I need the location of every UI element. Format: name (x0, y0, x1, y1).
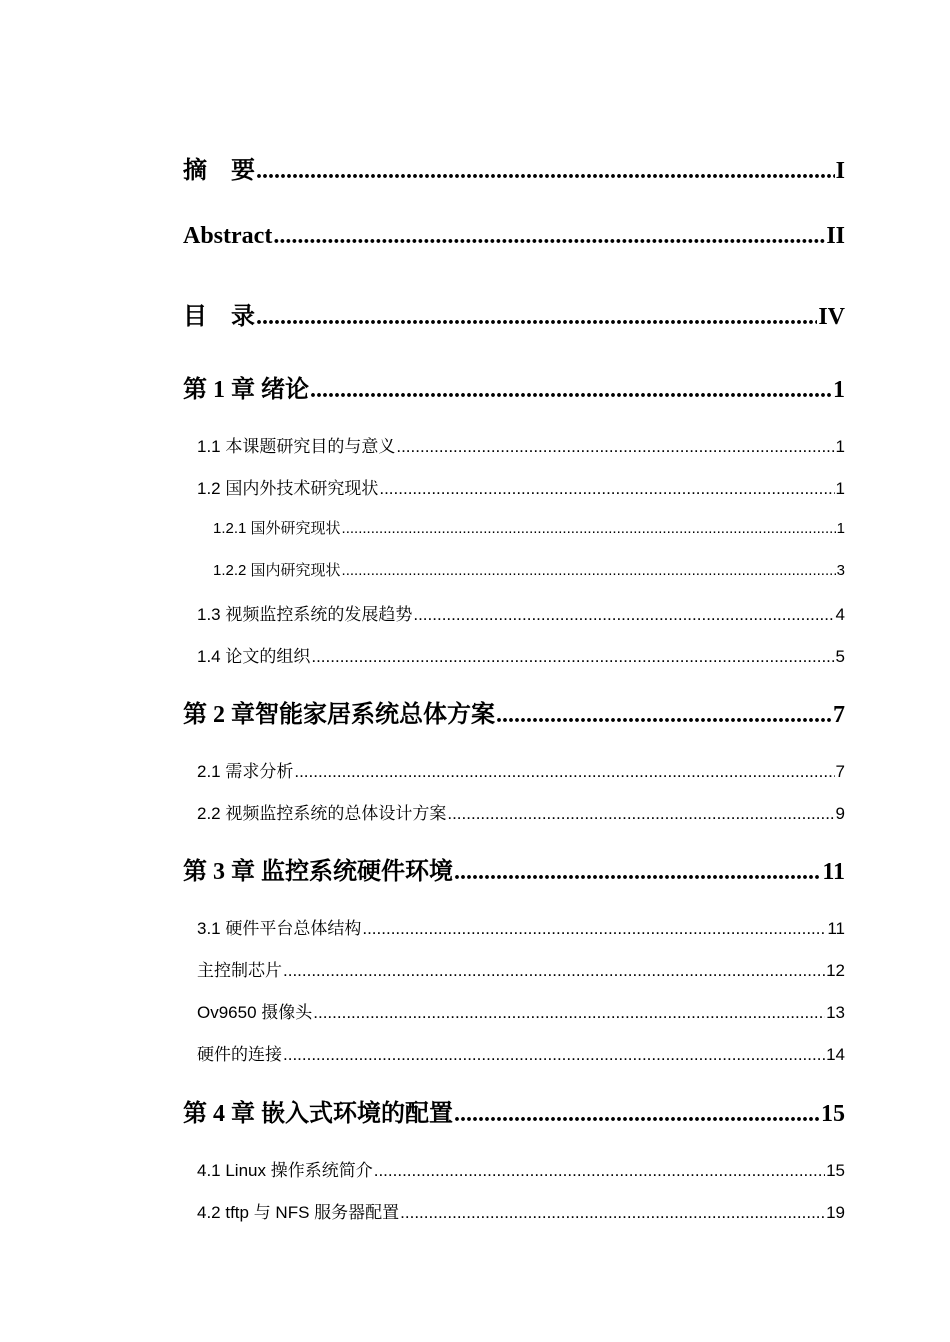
toc-entry-section[interactable] (197, 799, 845, 824)
toc-entry-subsection[interactable] (213, 559, 845, 580)
toc-entry-label: 1.2.1 国外研究现状 (213, 520, 341, 537)
toc-entry-section[interactable] (197, 642, 845, 667)
toc-entry-label: 1.2 国内外技术研究现状 (197, 479, 379, 498)
dot-leader (310, 377, 832, 404)
toc-entry-section[interactable] (197, 998, 845, 1023)
toc-entry-label: 1.4 论文的组织 (197, 647, 311, 666)
toc-entry-label: 第 3 章 监控系统硬件环境 (183, 859, 453, 885)
toc-entry-chapter-2[interactable] (183, 694, 845, 729)
toc-entry-section[interactable] (197, 956, 845, 981)
toc-entry-subsection[interactable] (213, 517, 845, 538)
toc-entry-chapter-1[interactable] (183, 369, 845, 404)
dot-leader (342, 562, 836, 579)
dot-leader (447, 804, 834, 824)
toc-entry-page: I (835, 158, 845, 184)
toc-entry-label: 目 录 (183, 304, 255, 330)
dot-leader (283, 961, 825, 981)
toc-entry-section[interactable] (197, 1156, 845, 1181)
dot-leader (256, 304, 817, 331)
toc-entry-chapter-3[interactable] (183, 851, 845, 886)
dot-leader (374, 1161, 825, 1181)
dot-leader (454, 859, 821, 886)
dot-leader (283, 1045, 825, 1065)
toc-entry-label: 3.1 硬件平台总体结构 (197, 919, 362, 938)
toc-entry-section[interactable] (197, 1198, 845, 1223)
toc-entry-page: 1 (835, 437, 845, 456)
toc-entry-page: 1 (835, 479, 845, 498)
toc-entry-page: 13 (826, 1003, 845, 1022)
dot-leader (379, 479, 834, 499)
toc-entry-page: 5 (835, 647, 845, 666)
toc-entry-section[interactable] (197, 474, 845, 499)
toc-entry-section[interactable] (197, 432, 845, 457)
dot-leader (313, 1003, 825, 1023)
toc-entry-page: 11 (822, 859, 845, 885)
toc-entry-page: 15 (826, 1161, 845, 1180)
toc-entry-label: 2.1 需求分析 (197, 762, 294, 781)
dot-leader (311, 647, 834, 667)
toc-entry-page: 14 (826, 1045, 845, 1064)
toc-entry-page: 1 (833, 377, 845, 403)
toc-entry-section[interactable] (197, 757, 845, 782)
toc-entry-page: 7 (835, 762, 845, 781)
toc-entry-page: IV (818, 304, 845, 330)
toc-entry-label: 摘 要 (183, 158, 255, 184)
toc-entry-page: 3 (836, 562, 845, 579)
toc-entry-label: Ov9650 摄像头 (197, 1003, 313, 1022)
dot-leader (454, 1101, 820, 1128)
toc-entry-label: 第 1 章 绪论 (183, 377, 309, 403)
toc-entry-abstract-cn[interactable] (183, 150, 845, 185)
toc-entry-page: 9 (835, 804, 845, 823)
dot-leader (362, 919, 826, 939)
toc-entry-page: 7 (833, 702, 845, 728)
dot-leader (342, 520, 836, 537)
toc-entry-contents[interactable] (183, 296, 845, 331)
toc-entry-section[interactable] (197, 914, 845, 939)
toc-entry-label: 2.2 视频监控系统的总体设计方案 (197, 804, 447, 823)
toc-entry-page: 19 (826, 1203, 845, 1222)
toc-entry-section[interactable] (197, 1040, 845, 1065)
toc-entry-page: 1 (836, 520, 845, 537)
dot-leader (273, 223, 825, 250)
toc-entry-page: 4 (835, 605, 845, 624)
toc-entry-label: 第 2 章智能家居系统总体方案 (183, 702, 495, 728)
toc-entry-abstract-en[interactable] (183, 223, 845, 250)
toc-entry-label: 硬件的连接 (197, 1045, 282, 1064)
toc-entry-label: Abstract (183, 223, 273, 249)
toc-entry-chapter-4[interactable] (183, 1093, 845, 1128)
dot-leader (400, 1203, 825, 1223)
toc-entry-page: 11 (827, 919, 845, 938)
toc-entry-label: 4.1 Linux 操作系统简介 (197, 1161, 373, 1180)
toc-entry-page: 12 (826, 961, 845, 980)
dot-leader (413, 605, 834, 625)
toc-entry-label: 4.2 tftp 与 NFS 服务器配置 (197, 1203, 400, 1222)
toc-entry-page: 15 (821, 1101, 845, 1127)
toc-entry-label: 1.3 视频监控系统的发展趋势 (197, 605, 413, 624)
toc-entry-label: 1.1 本课题研究目的与意义 (197, 437, 396, 456)
dot-leader (396, 437, 834, 457)
dot-leader (294, 762, 834, 782)
toc-entry-label: 1.2.2 国内研究现状 (213, 562, 341, 579)
dot-leader (496, 702, 832, 729)
dot-leader (256, 158, 835, 185)
toc-entry-label: 主控制芯片 (197, 961, 282, 980)
toc-entry-section[interactable] (197, 600, 845, 625)
toc-entry-page: II (826, 223, 845, 249)
toc-entry-label: 第 4 章 嵌入式环境的配置 (183, 1101, 453, 1127)
